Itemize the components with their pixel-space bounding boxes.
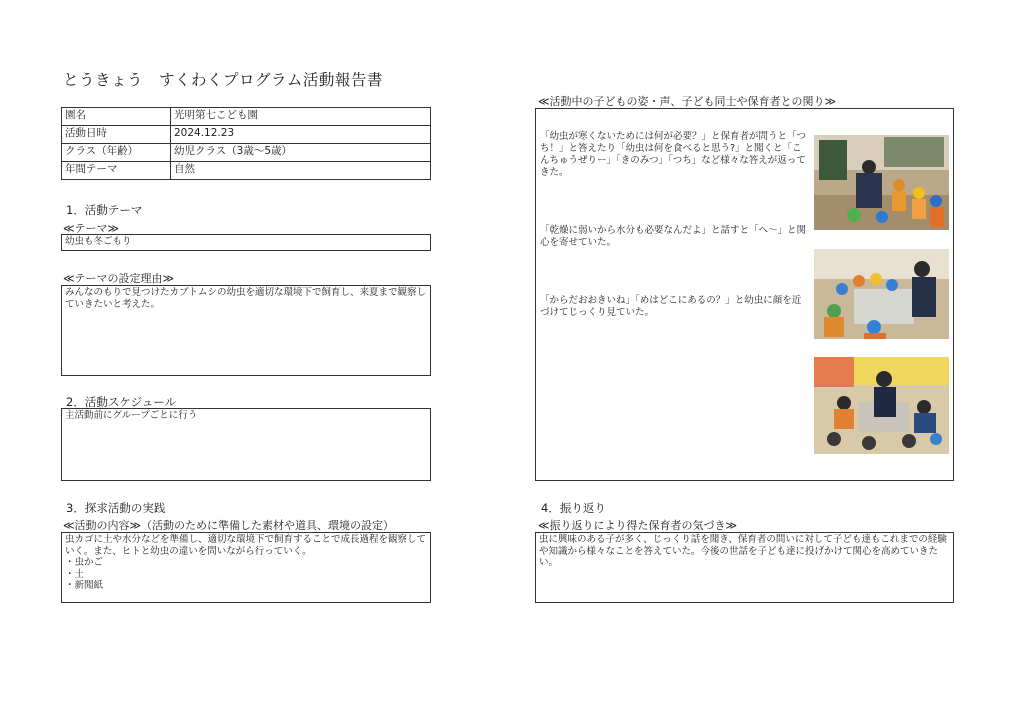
schedule-box: 主活動前にグループごとに行う: [61, 408, 431, 481]
info-table: [61, 107, 431, 180]
children-heading: ≪活動中の子どもの姿・声、子ども同士や保育者との関り≫: [538, 95, 837, 108]
activity-photo-2: [814, 249, 949, 339]
section-3-heading: 3．探求活動の実践: [66, 501, 166, 515]
list-item: ・ 虫かご: [65, 557, 427, 569]
list-item: ・ 土: [65, 569, 427, 581]
info-value: 自然: [171, 162, 431, 180]
info-label: クラス（年齢）: [62, 144, 171, 162]
reflection-box: 虫に興味のある子が多く、じっくり話を聞き、保育者の問いに対して子ども達もこれまでの経験や知識から様々なことを答えていた。今後の世話を子ども達に投げかけて関心を高めていきたい。: [535, 532, 954, 603]
section-1-heading: 1．活動テーマ: [66, 203, 143, 217]
section-2-heading: 2．活動スケジュール: [66, 395, 177, 409]
info-value: 幼児クラス（3歳～5歳）: [171, 144, 431, 162]
content-label: ≪活動の内容≫（活動のために準備した素材や道具、環境の設定）: [63, 519, 395, 532]
observation-2: 「乾燥に弱いから水分も必要なんだよ」と話すと「へ～」と関心を寄せていた。: [540, 225, 807, 248]
content-text: 虫カゴに土や水分などを準備し、適切な環境下で飼育することで成長過程を観察していく。また、ヒトと幼虫の違いを問いながら行っていく。: [65, 534, 427, 557]
reason-box: みんなのもりで見つけたカブトムシの幼虫を適切な環境下で飼育し、来夏まで観察していきたいと考えた。: [61, 285, 431, 376]
theme-box: 幼虫も冬ごもり: [61, 234, 431, 251]
reason-label: ≪テーマの設定理由≫: [63, 272, 175, 285]
table-row: [62, 162, 431, 180]
document-title: とうきょう すくわくプログラム活動報告書: [63, 71, 383, 89]
content-box: [61, 532, 431, 603]
section-4-heading: 4．振り返り: [541, 501, 606, 515]
list-item: ・ 新聞紙: [65, 580, 427, 592]
reflection-label: ≪振り返りにより得た保育者の気づき≫: [538, 519, 738, 532]
table-row: [62, 144, 431, 162]
table-row: [62, 108, 431, 126]
observation-3: 「からだおおきいね」「めはどこにあるの？」と幼虫に顔を近づけてじっくり見ていた。: [540, 295, 802, 318]
info-value: 2024.12.23: [171, 126, 431, 144]
theme-label: ≪テーマ≫: [63, 222, 120, 235]
table-row: [62, 126, 431, 144]
info-value: 光明第七こども園: [171, 108, 431, 126]
info-label: 活動日時: [62, 126, 171, 144]
children-box: [535, 108, 954, 481]
info-label: 園名: [62, 108, 171, 126]
materials-list: [65, 557, 427, 592]
observation-1: 「幼虫が寒くないためには何が必要？」と保育者が問うと「つち！」と答えたり「幼虫は何を食べると思う?」と聞くと「こんちゅうぜりー」「きのみつ」「つち」など様々な答えが返ってきた。: [540, 131, 807, 178]
info-label: 年間テーマ: [62, 162, 171, 180]
activity-photo-1: [814, 135, 949, 230]
activity-photo-3: [814, 357, 949, 454]
